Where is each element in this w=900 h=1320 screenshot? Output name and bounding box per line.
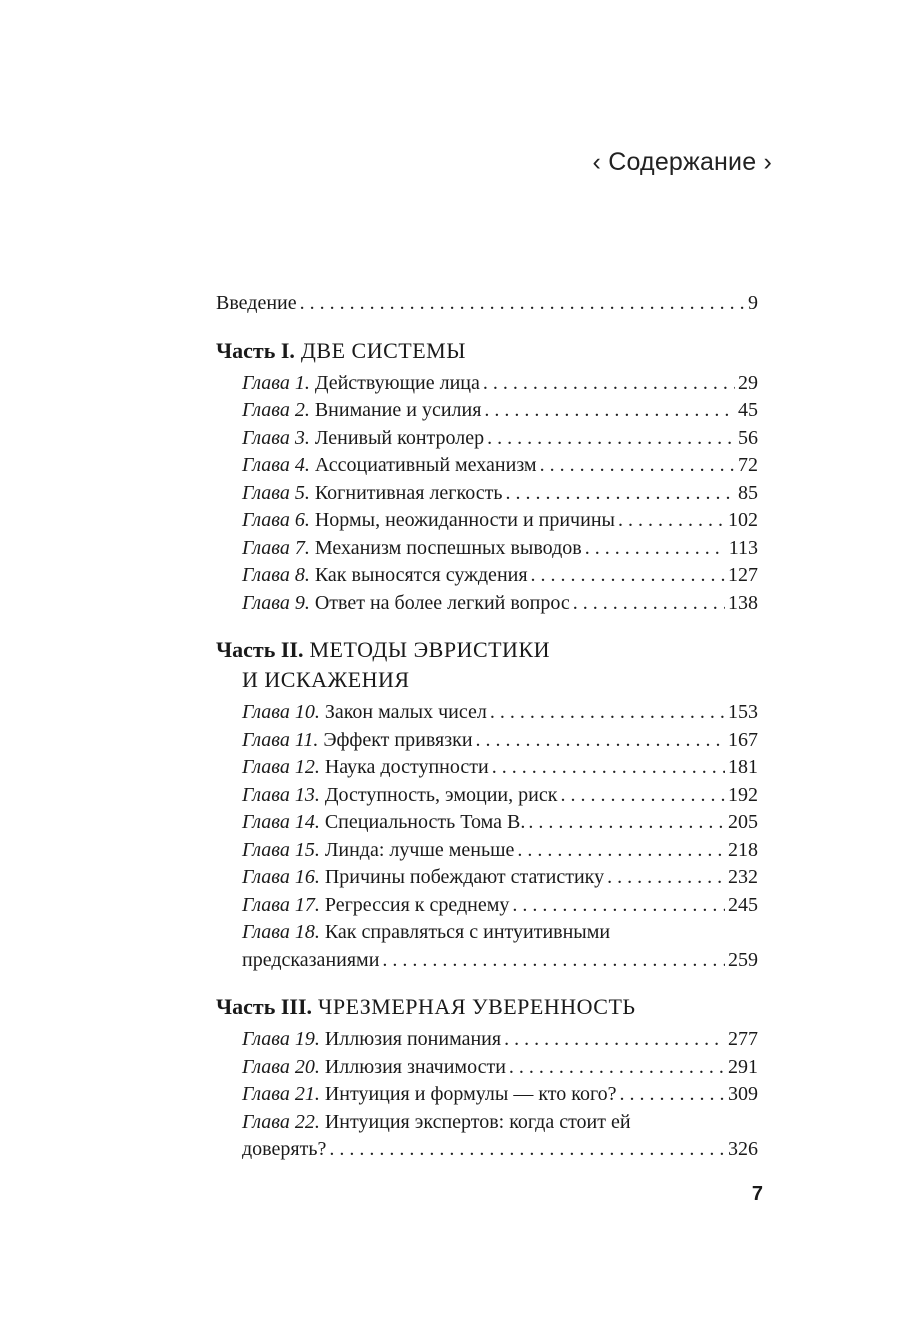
chapter-number: Глава 14. xyxy=(242,811,320,833)
toc-entry-chapter[interactable] xyxy=(242,727,758,755)
chapter-number: Глава 6. xyxy=(242,509,310,531)
chapter-number: Глава 21. xyxy=(242,1083,320,1105)
chapter-number: Глава 4. xyxy=(242,454,310,476)
toc-entry-chapter[interactable] xyxy=(242,782,758,810)
chapter-title: Закон малых чисел xyxy=(324,701,487,723)
dot-leader xyxy=(483,370,735,398)
chapter-page: 205 xyxy=(728,811,758,833)
chapter-number: Глава 18. xyxy=(242,921,320,943)
chapter-title: Регрессия к среднему xyxy=(324,893,510,916)
dot-leader xyxy=(476,727,725,755)
toc-entry-chapter[interactable] xyxy=(242,864,758,892)
dot-leader xyxy=(618,507,725,535)
chapter-page: 277 xyxy=(728,1028,758,1050)
entry-page: 9 xyxy=(748,292,758,314)
dot-leader xyxy=(620,1081,725,1109)
toc-entry-chapter[interactable] xyxy=(242,754,758,782)
toc-entry-chapter[interactable] xyxy=(242,562,758,590)
chapter-page: 167 xyxy=(728,728,758,751)
toc-entry-chapter[interactable] xyxy=(242,590,758,618)
chapter-number: Глава 8. xyxy=(242,564,310,586)
toc-entry-chapter[interactable] xyxy=(242,1081,758,1109)
dot-leader xyxy=(490,699,725,727)
chapter-title: Ассоциативный механизм xyxy=(314,454,537,476)
chapter-title: Причины побеждают статистику xyxy=(324,866,605,888)
chapter-number: Глава 22. xyxy=(242,1110,320,1133)
toc-entry-chapter[interactable] xyxy=(242,452,758,480)
dot-leader xyxy=(329,1136,725,1164)
chapter-number: Глава 15. xyxy=(242,838,320,861)
entry-title: Введение xyxy=(216,292,297,314)
dot-leader xyxy=(540,452,735,480)
part-title-continuation: И ИСКАЖЕНИЯ xyxy=(242,667,410,692)
chapter-title: Как выносятся суждения xyxy=(314,564,528,586)
chapter-page: 138 xyxy=(728,591,758,614)
chapter-number: Глава 19. xyxy=(242,1028,320,1050)
chapter-title: Эффект привязки xyxy=(323,728,473,751)
part-heading xyxy=(216,336,758,366)
chapter-number: Глава 5. xyxy=(242,481,310,504)
chapter-number: Глава 17. xyxy=(242,893,320,916)
chapter-number: Глава 1. xyxy=(242,371,310,394)
dot-leader xyxy=(585,535,726,563)
chapter-title: Специальность Тома В. xyxy=(324,811,526,833)
toc-entry-chapter[interactable] xyxy=(242,699,758,727)
chapter-title: Интуиция и формулы — кто кого? xyxy=(324,1083,617,1105)
table-of-contents xyxy=(216,290,758,1164)
page-header: ‹ Содержание › xyxy=(592,148,772,176)
toc-entry-chapter[interactable] xyxy=(242,425,758,453)
dot-leader xyxy=(492,754,725,782)
chapter-number: Глава 16. xyxy=(242,866,320,888)
part-title: МЕТОДЫ ЭВРИСТИКИ xyxy=(309,637,550,662)
toc-entry-chapter[interactable] xyxy=(242,397,758,425)
chapter-title: Ответ на более легкий вопрос xyxy=(314,591,570,614)
dot-leader xyxy=(382,947,725,975)
dot-leader xyxy=(484,397,735,425)
chapter-title-continuation: предсказаниями xyxy=(242,948,380,971)
toc-entry-chapter[interactable] xyxy=(242,535,758,563)
toc-entry-chapter[interactable] xyxy=(242,919,758,974)
chapter-title: Нормы, неожиданности и причины xyxy=(314,509,615,531)
chapter-number: Глава 3. xyxy=(242,426,310,449)
chapter-number: Глава 9. xyxy=(242,591,310,614)
toc-entry-intro[interactable] xyxy=(216,290,758,318)
chapter-page: 85 xyxy=(738,481,758,504)
toc-entry-chapter[interactable] xyxy=(242,370,758,398)
chapter-page: 102 xyxy=(728,509,758,531)
chapter-page: 56 xyxy=(738,426,758,449)
part-prefix: Часть II. xyxy=(216,637,304,662)
dot-leader xyxy=(528,809,725,837)
chapter-page: 232 xyxy=(728,866,758,888)
chapter-page: 326 xyxy=(728,1138,758,1160)
toc-entry-chapter[interactable] xyxy=(242,837,758,865)
chapter-title: Доступность, эмоции, риск xyxy=(324,783,558,806)
chapter-page: 192 xyxy=(728,783,758,806)
chapter-page: 29 xyxy=(738,371,758,394)
part-prefix: Часть I. xyxy=(216,337,295,363)
chapter-number: Глава 20. xyxy=(242,1055,320,1078)
dot-leader xyxy=(531,562,725,590)
chapter-page: 45 xyxy=(738,399,758,421)
toc-entry-chapter[interactable] xyxy=(242,1054,758,1082)
chapter-title: Иллюзия понимания xyxy=(324,1028,502,1050)
toc-entry-chapter[interactable] xyxy=(242,892,758,920)
dot-leader xyxy=(509,1054,725,1082)
chapter-page: 153 xyxy=(728,701,758,723)
chapter-page: 113 xyxy=(728,536,758,559)
chapter-page: 181 xyxy=(728,756,758,778)
chapter-title: Как справляться с интуитивными xyxy=(324,921,611,943)
dot-leader xyxy=(505,480,735,508)
chapter-page: 218 xyxy=(728,838,758,861)
toc-entry-chapter[interactable] xyxy=(242,1109,758,1164)
dot-leader xyxy=(487,425,735,453)
chapter-page: 72 xyxy=(738,454,758,476)
chapter-title: Внимание и усилия xyxy=(314,399,482,421)
toc-entry-chapter[interactable] xyxy=(242,480,758,508)
dot-leader xyxy=(573,590,725,618)
chapter-page: 259 xyxy=(728,948,758,971)
dot-leader xyxy=(512,892,725,920)
chapter-title: Ленивый контролер xyxy=(314,426,485,449)
dot-leader xyxy=(560,782,725,810)
chapter-number: Глава 11. xyxy=(242,728,319,751)
part-prefix: Часть III. xyxy=(216,994,313,1019)
chapter-title: Действующие лица xyxy=(314,371,480,394)
chapter-title: Механизм поспешных выводов xyxy=(314,536,582,559)
part-heading xyxy=(216,635,758,695)
part-title: ЧРЕЗМЕРНАЯ УВЕРЕННОСТЬ xyxy=(318,994,636,1019)
page-number: 7 xyxy=(751,1183,763,1205)
part-heading xyxy=(216,992,758,1022)
chapter-title: Иллюзия значимости xyxy=(324,1055,506,1078)
chapter-title: Наука доступности xyxy=(324,756,489,778)
chapter-title: Когнитивная легкость xyxy=(314,481,503,504)
dot-leader xyxy=(504,1026,725,1054)
dot-leader xyxy=(517,837,725,865)
chapter-page: 291 xyxy=(728,1055,758,1078)
toc-entry-chapter[interactable] xyxy=(242,1026,758,1054)
chapter-title: Линда: лучше меньше xyxy=(324,838,515,861)
chapter-number: Глава 12. xyxy=(242,756,320,778)
chapter-title-continuation: доверять? xyxy=(242,1138,327,1160)
part-title: ДВЕ СИСТЕМЫ xyxy=(300,337,466,363)
chapter-number: Глава 7. xyxy=(242,536,310,559)
chapter-page: 127 xyxy=(728,564,758,586)
dot-leader xyxy=(300,290,745,318)
chapter-page: 309 xyxy=(728,1083,758,1105)
chapter-title: Интуиция экспертов: когда стоит ей xyxy=(324,1110,631,1133)
chapter-number: Глава 2. xyxy=(242,399,310,421)
toc-entry-chapter[interactable] xyxy=(242,809,758,837)
dot-leader xyxy=(607,864,725,892)
chapter-number: Глава 13. xyxy=(242,783,320,806)
toc-entry-chapter[interactable] xyxy=(242,507,758,535)
chapter-number: Глава 10. xyxy=(242,701,320,723)
chapter-page: 245 xyxy=(728,893,758,916)
